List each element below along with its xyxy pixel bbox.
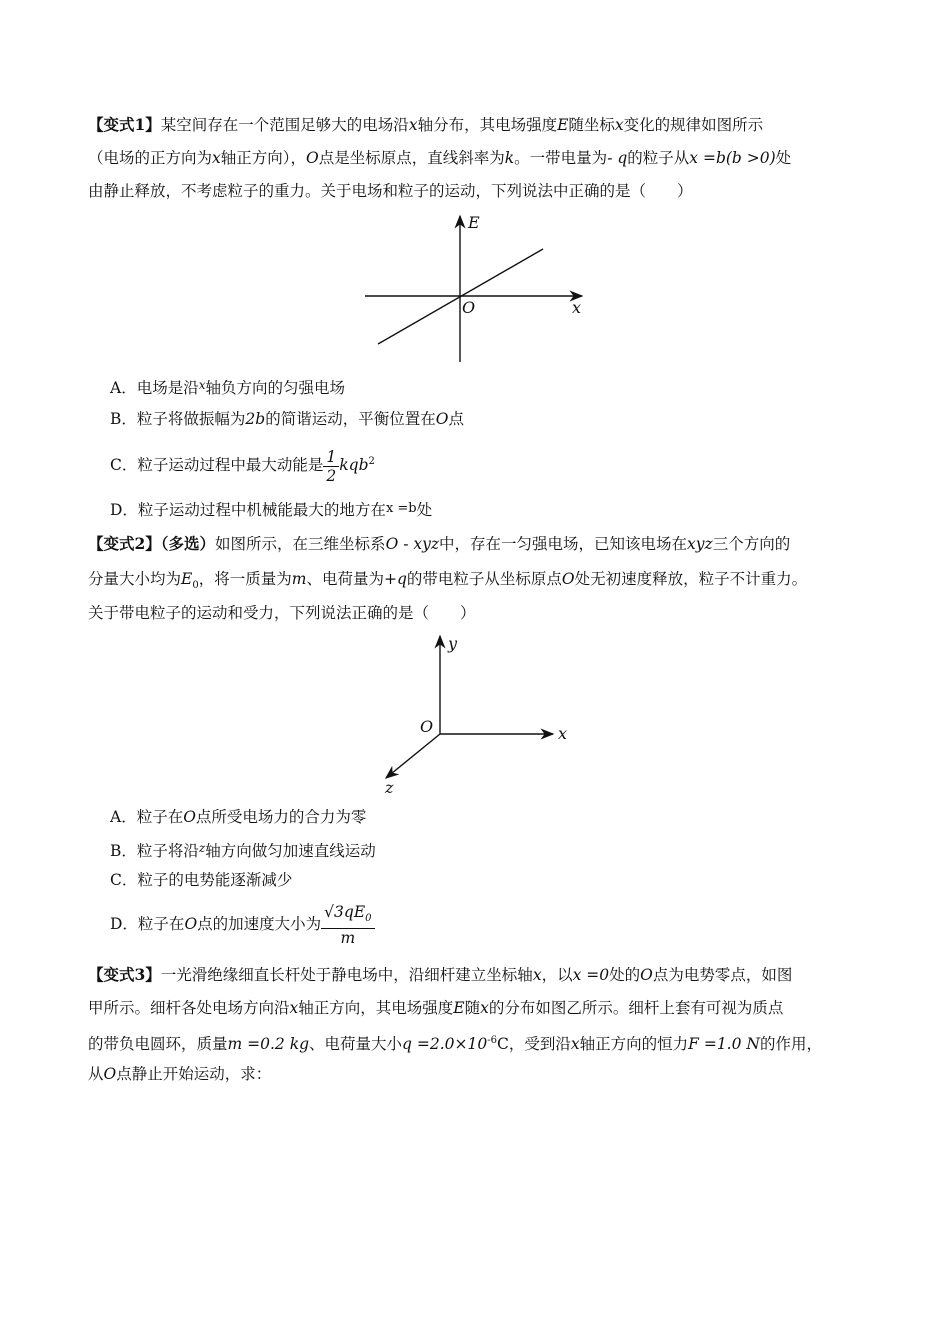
q1-sup: 2 [368, 456, 375, 467]
q2-line-1 [88, 533, 790, 555]
q2-text: 中，存在一匀强电场，已知该电场在 [439, 535, 688, 553]
q1-option-text: 的简谐运动，平衡位置在 [265, 410, 436, 428]
q3-text: 处的 [609, 966, 641, 984]
q2-var: E [181, 570, 193, 588]
q2-option-text: D．粒子在 [110, 915, 185, 933]
q2-sub: 0 [365, 913, 372, 925]
q2-option-c: C．粒子的电势能逐渐减少 [110, 871, 293, 889]
q2-option-a [110, 806, 366, 828]
q2-var: z [198, 841, 206, 855]
q3-text: ，受到沿 [508, 1035, 571, 1054]
q1-option-text: 点 [448, 410, 464, 428]
q2-x-label: x [558, 724, 568, 743]
q2-option-text: A．粒子在 [110, 808, 184, 826]
q2-var: +q [383, 570, 407, 588]
q3-text: 轴正方向，其电场强度 [298, 999, 454, 1017]
q3-text: 甲所示。细杆各处电场方向沿 [88, 999, 290, 1017]
q3-unit: C [497, 1035, 509, 1054]
q1-option-b [110, 408, 464, 430]
q2-line-2 [88, 568, 807, 597]
q1-var: x [614, 116, 624, 134]
q3-text: 从 [88, 1065, 104, 1083]
q1-tag: 【变式1】 [88, 115, 161, 134]
q3-text: 的带负电圆环，质量 [88, 1035, 228, 1054]
q2-text: 处无初速度释放，粒子不计重力。 [574, 570, 808, 588]
q1-line-2 [88, 147, 791, 169]
q2-var: O [183, 808, 196, 826]
q3-text: 轴正方向的恒力 [579, 1035, 689, 1054]
q3-text: 点为电势零点，如图 [652, 966, 793, 984]
q2-var: O - xyz [385, 535, 440, 553]
q1-var: x [408, 116, 418, 134]
q1-option-text: 轴负方向的匀强电场 [205, 379, 345, 397]
q2-var: O [561, 570, 575, 588]
q1-var: O [306, 149, 319, 167]
q1-var: k [504, 149, 515, 167]
q2-fraction-num [321, 903, 374, 929]
q2-3d-axes-graph [370, 630, 590, 800]
q1-fraction [323, 448, 339, 485]
q2-option-d [110, 900, 375, 948]
q1-option-text: D．粒子运动过程中机械能最大的地方在 [110, 501, 386, 519]
q2-tag: 【变式2】（多选） [88, 534, 216, 553]
q1-text: 的粒子从 [627, 149, 690, 167]
q1-e-label: E [468, 213, 480, 232]
q3-line-1 [88, 964, 792, 986]
q1-condition: x =b [385, 501, 417, 516]
q3-condition: x =0 [572, 966, 610, 984]
q3-var: x [289, 999, 299, 1017]
q2-z-axis [386, 734, 440, 778]
q1-text: 。一带电量为 [514, 149, 608, 167]
q2-text: 分量大小均为 [88, 570, 182, 588]
q1-origin-label: O [462, 298, 476, 317]
q2-option-text: 点所受电场力的合力为零 [195, 808, 367, 826]
q1-var: x [212, 149, 221, 167]
q3-var: x [480, 999, 489, 1017]
q3-tag: 【变式3】 [88, 965, 161, 984]
q1-option-c [110, 440, 375, 487]
q1-text: 随坐标 [568, 116, 615, 134]
q1-line-3: 由静止释放，不考虑粒子的重力。关于电场和粒子的运动，下列说法中正确的是（ ） [88, 182, 693, 200]
q1-expr: kqb [339, 456, 369, 475]
q3-text: 一光滑绝缘细直长杆处于静电场中，沿细杆建立坐标轴 [160, 966, 533, 984]
q1-text: 某空间存在一个范围足够大的电场沿 [160, 116, 409, 134]
q3-var: O [103, 1065, 117, 1083]
q2-line-3: 关于带电粒子的运动和受力，下列说法正确的是（ ） [88, 604, 476, 622]
q2-text: ，将一质量为 [198, 570, 292, 588]
q1-text: 变化的规律如图所示 [623, 116, 764, 134]
q2-y-label: y [448, 634, 458, 653]
q1-text: （电场的正方向为 [88, 149, 213, 167]
q2-z-label: z [385, 778, 394, 797]
q3-text: 点静止开始运动，求： [116, 1065, 272, 1083]
q1-text: 轴正方向）， [220, 149, 307, 167]
q3-line-2 [88, 997, 783, 1019]
q2-option-b [110, 837, 376, 862]
q1-option-a [110, 374, 345, 399]
q3-text: 随 [464, 999, 481, 1017]
q3-line-4 [88, 1063, 271, 1085]
q3-quantity: F =1.0 N [688, 1035, 760, 1054]
q3-quantity: q =2.0×10 [402, 1035, 488, 1054]
q2-option-text: B．粒子将沿 [110, 842, 199, 860]
q1-fraction-den: 2 [326, 466, 337, 485]
q1-text: 点是坐标原点，直线斜率为 [318, 149, 505, 167]
q1-e-x-graph [360, 210, 600, 370]
q1-var: - q [607, 149, 628, 167]
q3-line-3 [88, 1030, 822, 1055]
q2-option-text: 点的加速度大小为 [197, 915, 322, 933]
q1-line-1 [88, 114, 763, 136]
q2-fraction [321, 903, 374, 947]
q3-var: x [570, 1035, 580, 1054]
q1-option-text: 处 [416, 501, 433, 519]
q2-option-text: 轴方向做匀加速直线运动 [205, 842, 376, 860]
q2-text: 如图所示，在三维坐标系 [215, 535, 386, 553]
q1-var: E [557, 116, 569, 134]
q2-origin-label: O [420, 717, 434, 736]
q3-text: 、电荷量大小 [309, 1035, 403, 1054]
q3-text: 的分布如图乙所示。细杆上套有可视为质点 [488, 999, 784, 1017]
q1-option-text: A．电场是沿 [110, 379, 199, 397]
q2-var: O [184, 915, 198, 933]
q1-fraction-num: 1 [323, 448, 339, 467]
q1-x-label: x [572, 298, 582, 317]
q2-var: m [291, 570, 307, 588]
q1-option-text: C．粒子运动过程中最大动能是 [110, 456, 324, 475]
q2-text: 、电荷量为 [306, 570, 384, 588]
q2-sub: 0 [192, 580, 199, 592]
q3-sup: -6 [487, 1035, 497, 1046]
q1-var: x [198, 378, 206, 392]
q1-option-text: B．粒子将做振幅为 [110, 410, 246, 428]
q3-quantity: m =0.2 kg [227, 1035, 310, 1054]
q3-text: ，以 [541, 966, 573, 984]
q2-fraction-num-text: √3qE [324, 902, 366, 921]
q1-condition: x =b(b >0) [689, 149, 776, 167]
q3-var: x [532, 966, 542, 984]
q2-var: xyz [687, 535, 713, 553]
q1-option-d [110, 498, 432, 521]
q3-var: E [453, 999, 465, 1017]
q1-var: 2b [245, 410, 266, 428]
q1-var: O [435, 410, 449, 428]
q2-text: 的带电粒子从坐标原点 [406, 570, 562, 588]
q1-text: 轴分布，其电场强度 [417, 116, 558, 134]
q3-var: O [640, 966, 653, 984]
q2-text: 三个方向的 [712, 535, 791, 553]
q3-text: 的作用， [759, 1035, 822, 1054]
q1-text: 处 [775, 149, 792, 167]
q2-fraction-den: m [340, 929, 356, 948]
